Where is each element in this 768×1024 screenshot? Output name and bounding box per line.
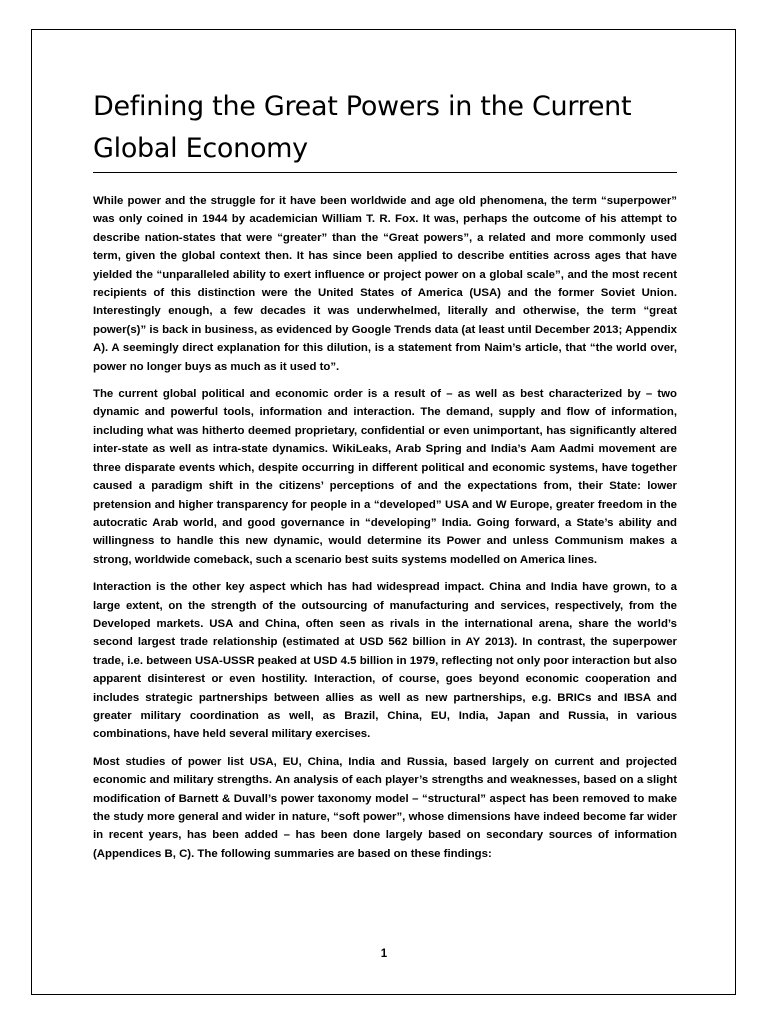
page-number: 1 xyxy=(380,948,388,960)
body-paragraph: Interaction is the other key aspect which has had widespread impact. China and India have grown, to a large extent, on the strength of the outsourcing of manufacturing and services, respectively, from the Developed markets. USA and China, often seen as rivals in the international arena, share the world’s second largest trade relationship (estimated at USD 562 billion in AY 2013). In contrast, the superpower trade, i.e. between USA-USSR peaked at USD 4.5 billion in 1979, reflecting not only poor interaction but also apparent disinterest or even hostility. Interaction, of course, goes beyond economic cooperation and includes strategic partnerships between allies as well as new partnerships, e.g. BRICs and IBSA and greater military coordination as well, as Brazil, China, EU, India, Japan and Russia, in various combinations, have held several military exercises. xyxy=(93,581,677,741)
body-paragraph: While power and the struggle for it have been worldwide and age old phenomena, the term “superpower” was only coined in 1944 by academician William T. R. Fox. It was, perhaps the outcome of his attempt to describe nation-states that were “greater” than the “Great powers”, a related and more commonly used term, given the global context then. It has since been applied to describe entities across ages that have yielded the “unparalleled ability to exert influence or project power on a global scale”, and the most recent recipients of this distinction were the United States of America (USA) and the former Soviet Union. Interestingly enough, a few decades it was underwhelmed, literally and otherwise, the term “great power(s)” is back in business, as evidenced by Google Trends data (at least until December 2013; Appendix A). A seemingly direct explanation for this dilution, is a statement from Naim’s article, that “the world over, power no longer buys as much as it used to”. xyxy=(93,195,677,373)
title-divider xyxy=(93,172,677,173)
document-body xyxy=(93,192,677,872)
document-title: Defining the Great Powers in the Current Global Economy xyxy=(93,91,632,164)
body-paragraph: The current global political and economic order is a result of – as well as best characterized by – two dynamic and powerful tools, information and interaction. The demand, supply and flow of information, including what was hitherto deemed proprietary, confidential or even unimportant, has significantly altered inter-state as well as intra-state dynamics. WikiLeaks, Arab Spring and India’s Aam Aadmi movement are three disparate events which, despite occurring in different political and economic systems, have together caused a paradigm shift in the citizens’ perceptions of and the expectations from, their State: lower pretension and higher transparency for people in a “developed” USA and W Europe, greater freedom in the autocratic Arab world, and good governance in “developing” India. Going forward, a State’s ability and willingness to handle this new dynamic, would determine its Power and unless Communism makes a strong, worldwide comeback, such a scenario best suits systems modelled on America lines. xyxy=(93,388,677,566)
body-paragraph: Most studies of power list USA, EU, China, India and Russia, based largely on current and projected economic and military strengths. An analysis of each player’s strengths and weaknesses, based on a slight modification of Barnett & Duvall’s power taxonomy model – “structural” aspect has been removed to make the study more general and wider in nature, “soft power”, whose dimensions have indeed become far wider in recent years, has been added – has been done largely based on secondary sources of information (Appendices B, C). The following summaries are based on these findings: xyxy=(93,755,677,860)
